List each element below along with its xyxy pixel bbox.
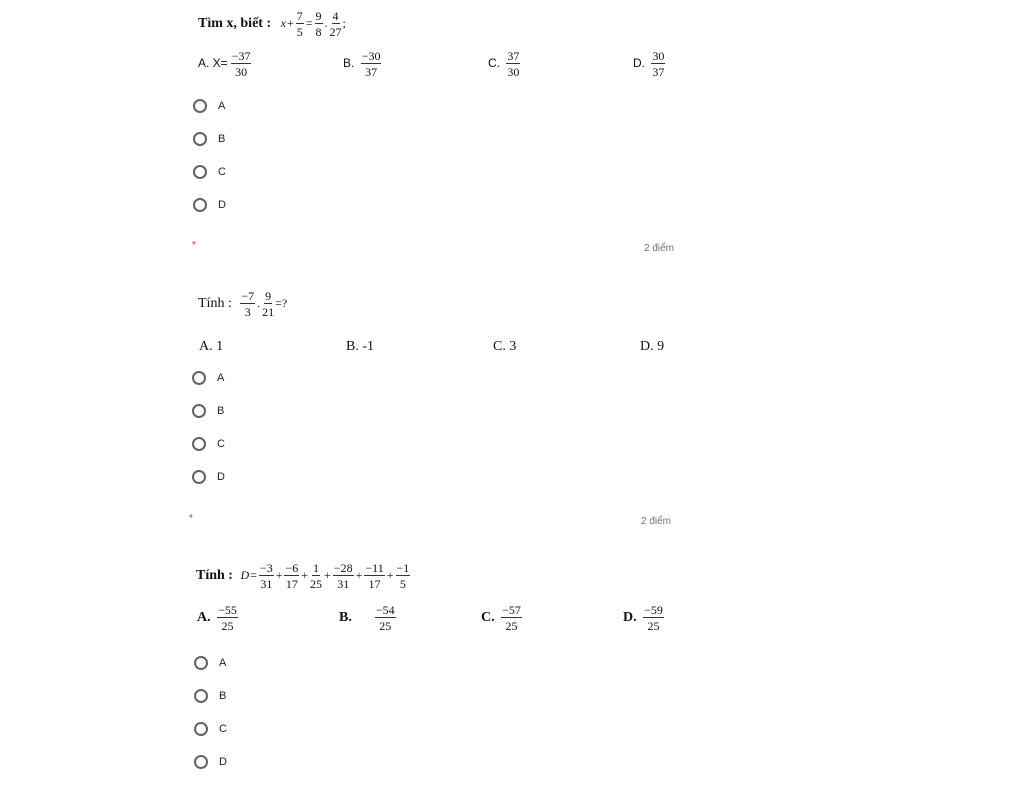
radio-button[interactable] bbox=[194, 689, 208, 703]
radio-button[interactable] bbox=[192, 470, 206, 484]
question-1-choice-c[interactable]: C bbox=[193, 162, 226, 182]
fraction: $\frac{-11}{17}$ bbox=[365, 561, 384, 591]
question-1-equation: x+ $\frac{7}{5}$ = $\frac{9}{8}$ . $\frac{4}{27}$ ; bbox=[280, 9, 346, 39]
question-3-option-a: A. $\frac{-55}{25}$ bbox=[197, 603, 237, 633]
question-3-option-b: B. $\frac{-54}{25}$ bbox=[339, 603, 395, 633]
required-asterisk: * bbox=[189, 513, 193, 524]
question-3-title: Tính : bbox=[196, 567, 233, 583]
question-2-choice-b[interactable]: B bbox=[192, 401, 225, 421]
question-1-option-d: D. $\frac{30}{37}$ bbox=[633, 49, 665, 79]
question-2-option-a: A. 1 bbox=[199, 339, 224, 354]
question-1-prompt bbox=[198, 10, 346, 38]
fraction: $\frac{-54}{25}$ bbox=[375, 603, 395, 633]
fraction: $\frac{37}{30}$ bbox=[507, 49, 520, 79]
radio-button[interactable] bbox=[194, 755, 208, 769]
fraction: $\frac{-1}{5}$ bbox=[396, 561, 410, 591]
fraction: $\frac{1}{25}$ bbox=[310, 561, 323, 591]
fraction: $\frac{9}{21}$ bbox=[262, 289, 275, 319]
radio-button[interactable] bbox=[193, 99, 207, 113]
fraction: $\frac{-37}{30}$ bbox=[231, 49, 251, 79]
radio-button[interactable] bbox=[193, 198, 207, 212]
fraction: $\frac{30}{37}$ bbox=[652, 49, 665, 79]
question-2-option-d: D. 9 bbox=[640, 339, 665, 354]
question-2-equation: $\frac{-7}{3}$ . $\frac{9}{21}$ =? bbox=[241, 289, 288, 319]
question-2-option-b: B. -1 bbox=[346, 339, 374, 354]
fraction: $\frac{-57}{25}$ bbox=[502, 603, 521, 633]
question-1-choice-d[interactable]: D bbox=[193, 195, 226, 215]
question-1-title: Tìm x, biết : bbox=[198, 15, 272, 31]
fraction: $\frac{-3}{31}$ bbox=[259, 561, 273, 591]
question-2-choice-a[interactable]: A bbox=[192, 368, 225, 388]
question-3-choice-a[interactable]: A bbox=[194, 653, 227, 673]
question-2-choices bbox=[192, 368, 225, 487]
question-1-option-a: A. X= $\frac{-37}{30}$ bbox=[198, 49, 251, 79]
question-3-choices bbox=[194, 653, 227, 772]
question-3-choice-d[interactable]: D bbox=[194, 752, 227, 772]
question-2-choice-d[interactable]: D bbox=[192, 467, 225, 487]
question-3-option-c: C. $\frac{-57}{25}$ bbox=[481, 603, 521, 633]
question-3-option-d: D. $\frac{-59}{25}$ bbox=[623, 603, 663, 633]
question-3-choice-b[interactable]: B bbox=[194, 686, 227, 706]
fraction: $\frac{-28}{31}$ bbox=[333, 561, 353, 591]
question-1-choice-b[interactable]: B bbox=[193, 129, 226, 149]
fraction: $\frac{-55}{25}$ bbox=[218, 603, 237, 633]
question-2-prompt bbox=[198, 290, 287, 318]
fraction: $\frac{-7}{3}$ bbox=[241, 289, 255, 319]
radio-button[interactable] bbox=[193, 165, 207, 179]
required-asterisk: * bbox=[192, 240, 196, 251]
radio-button[interactable] bbox=[192, 371, 206, 385]
fraction: $\frac{-6}{17}$ bbox=[285, 561, 299, 591]
question-3-prompt bbox=[196, 562, 411, 590]
question-1-option-c: C. $\frac{37}{30}$ bbox=[488, 49, 520, 79]
fraction: $\frac{-59}{25}$ bbox=[644, 603, 663, 633]
radio-button[interactable] bbox=[192, 437, 206, 451]
fraction: $\frac{4}{27}$ bbox=[329, 9, 342, 39]
fraction: $\frac{-30}{37}$ bbox=[361, 49, 381, 79]
question-2-title: Tính : bbox=[198, 295, 232, 311]
question-1-option-b: B. $\frac{-30}{37}$ bbox=[343, 49, 381, 79]
fraction: $\frac{7}{5}$ bbox=[296, 9, 303, 39]
question-2-option-c: C. 3 bbox=[493, 339, 517, 354]
question-2-points: 2 điểm bbox=[644, 243, 675, 254]
radio-button[interactable] bbox=[194, 656, 208, 670]
question-1-choices bbox=[193, 96, 226, 215]
question-3-choice-c[interactable]: C bbox=[194, 719, 227, 739]
question-2-choice-c[interactable]: C bbox=[192, 434, 225, 454]
fraction: $\frac{9}{8}$ bbox=[315, 9, 322, 39]
radio-button[interactable] bbox=[192, 404, 206, 418]
question-3-points: 2 điểm bbox=[641, 516, 672, 527]
question-1-choice-a[interactable]: A bbox=[193, 96, 226, 116]
radio-button[interactable] bbox=[193, 132, 207, 146]
radio-button[interactable] bbox=[194, 722, 208, 736]
question-3-equation: D= $\frac{-3}{31}$ + $\frac{-6}{17}$ + $\frac{1}{25}$ + $\frac{-28}{31}$ + $\frac{-11}{17}$ + $\frac{-1}{5}$ bbox=[240, 561, 410, 591]
